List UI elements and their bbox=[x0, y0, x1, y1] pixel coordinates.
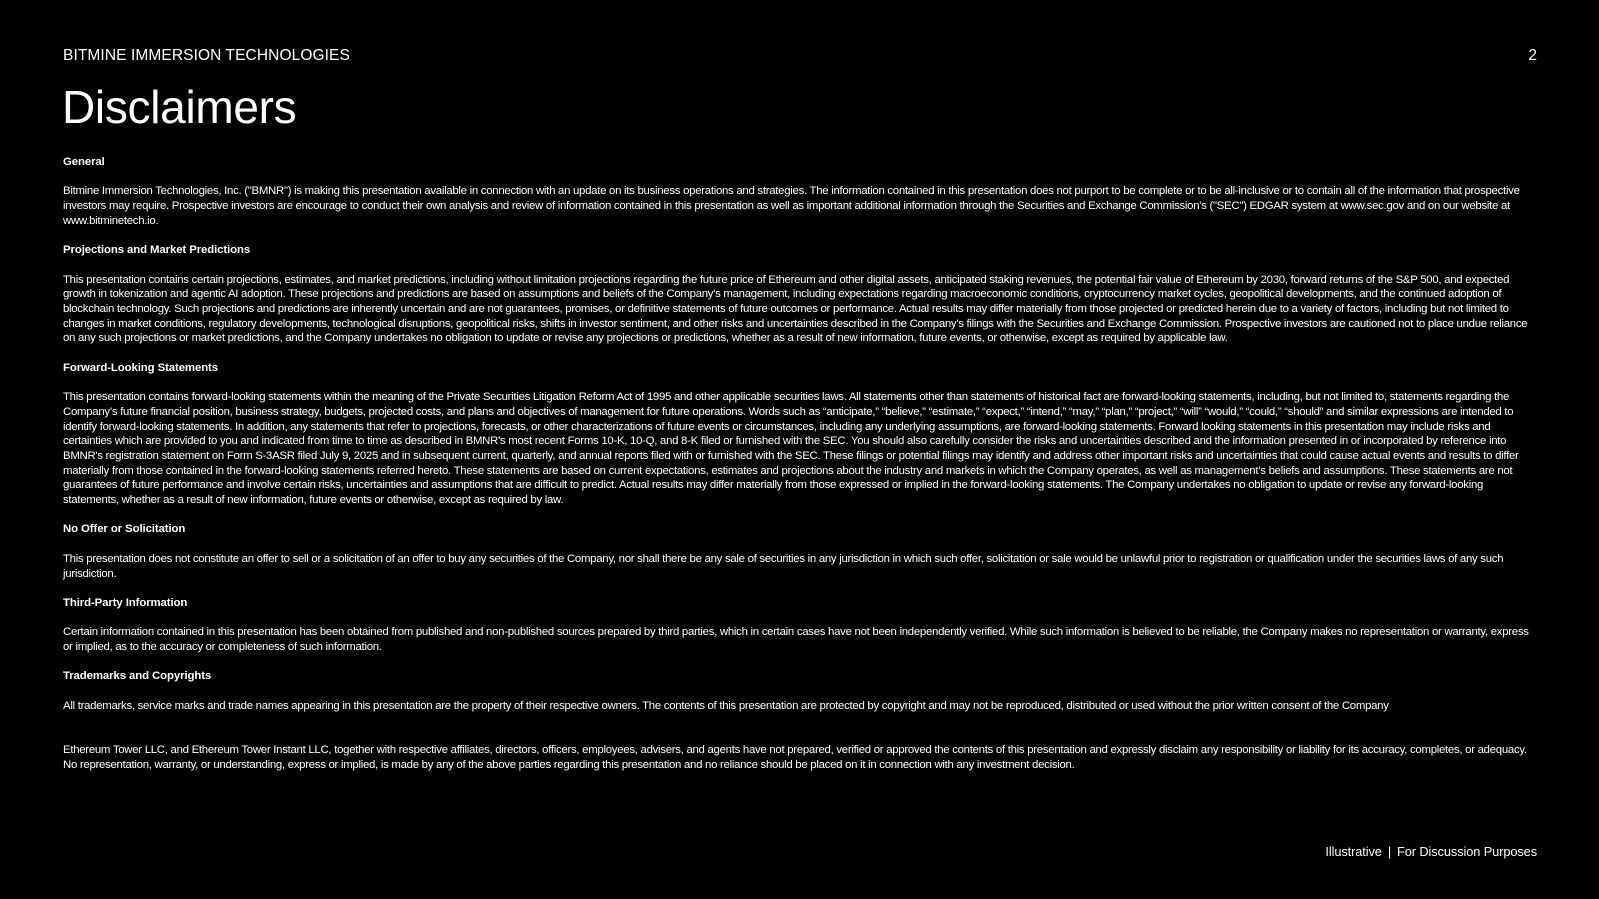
section-heading: General bbox=[63, 156, 105, 168]
section-body: All trademarks, service marks and trade names appearing in this presentation are the property of their respective owners. The contents of this presentation are protected by copyright and may not be reproduced, distributed or used without the prior written consent of the Company bbox=[63, 699, 1389, 712]
header-company-name: BITMINE IMMERSION TECHNOLOGIES bbox=[63, 47, 350, 64]
footer-separator: | bbox=[1387, 844, 1392, 859]
section-forward-looking bbox=[63, 361, 1539, 508]
page-number: 2 bbox=[1528, 47, 1537, 64]
section-heading: Trademarks and Copyrights bbox=[63, 670, 212, 683]
section-body: Bitmine Immersion Technologies, Inc. ("BMNR") is making this presentation available in connection with an update on its business operations and strategies. The information contained in this presentation does not purport to be complete or to be all-inclusive or to contain all of the information that prospective investors may require. Prospective investors are encourage to conduct their own analysis and review of information contained in this presentation as well as important additional information through the Securities and Exchange Commission's ("SEC") EDGAR system at www.sec.gov and on our website at www.bitminetech.io. bbox=[63, 185, 1520, 227]
section-heading: Projections and Market Predictions bbox=[63, 244, 251, 257]
section-projections bbox=[63, 243, 1539, 346]
section-body: This presentation contains certain projections, estimates, and market predictions, including without limitation projections regarding the future price of Ethereum and other digital assets, anticipated staking revenues, the potential fair value of Ethereum by 2030, forward returns of the S&P 500, and expected growth in tokenization and agentic AI adoption. These projections and predictions are based on assumptions and beliefs of the Company's management, including expectations regarding macroeconomic conditions, cryptocurrency market cycles, geopolitical developments, and the continued adoption of blockchain technology. Such projections and predictions are inherently uncertain and are not guarantees, promises, or definitive statements of future outcomes or performance. Actual results may differ materially from those projected or predicted herein due to a variety of factors, including but not limited to changes in market conditions, regulatory developments, technological disruptions, geopolitical risks, shifts in investor sentiment, and other risks and uncertainties described in the Company's filings with the Securities and Exchange Commission. Prospective investors are cautioned not to place undue reliance on any such projections or market predictions, and the Company undertakes no obligation to update or revise any projections or predictions, whether as a result of new information, future events, or otherwise, except as required by applicable law. bbox=[63, 273, 1528, 345]
section-body: Certain information contained in this presentation has been obtained from published and non-published sources prepared by third parties, which in certain cases have not been independently verified. While such information is believed to be reliable, the Company makes no representation or warranty, express or implied, as to the accuracy or completeness of such information. bbox=[63, 626, 1529, 654]
section-heading: Forward-Looking Statements bbox=[63, 361, 218, 374]
section-body: This presentation does not constitute an offer to sell or a solicitation of an offer to buy any securities of the Company, nor shall there be any sale of securities in any jurisdiction in which such offer, solicitation or sale would be unlawful prior to registration or qualification under the securities laws of any such jurisdiction. bbox=[63, 552, 1504, 580]
disclaimer-content bbox=[63, 155, 1539, 787]
section-heading: No Offer or Solicitation bbox=[63, 523, 186, 536]
page-title: Disclaimers bbox=[62, 81, 297, 133]
section-no-offer bbox=[63, 522, 1539, 581]
section-third-party bbox=[63, 596, 1539, 655]
closing-paragraph: Ethereum Tower LLC, and Ethereum Tower Instant LLC, together with respective affiliates, directors, officers, employees, advisers, and agents have not prepared, verified or approved the contents of this presentation and expressly disclaim any responsibility or liability for its accuracy, completes, or adequacy. No representation, warranty, or understanding, express or implied, is made by any of the above parties regarding this presentation and no reliance should be placed on it in connection with any investment decision. bbox=[63, 743, 1527, 771]
section-heading: Third-Party Information bbox=[63, 596, 188, 609]
section-body: This presentation contains forward-looking statements within the meaning of the Private Securities Litigation Reform Act of 1995 and other applicable securities laws. All statements other than statements of historical fact are forward-looking statements, including, but not limited to, statements regarding the Company’s future financial position, business strategy, budgets, projected costs, and plans and objectives of management for future operations. Words such as “anticipate,” “believe,” “estimate,” “expect,” “intend,” “may,” “plan,” “project,” “will” “would,” “could,” “should” and similar expressions are intended to identify forward-looking statements. In addition, any statements that refer to projections, forecasts, or other characterizations of future events or circumstances, including any underlying assumptions, are forward-looking statements. Forward looking statements in this presentation may include risks and certainties which are provided to you and indicated from time to time as described in BMNR's most recent Forms 10-K, 10-Q, and 8-K filed or furnished with the SEC. You should also carefully consider the risks and uncertainties described and the information presented in or incorporated by reference into BMNR's registration statement on Form S-3ASR filed July 9, 2025 and in subsequent current, quarterly, and annual reports filed with or furnished with the SEC. These filings or potential filings may identify and address other important risks and uncertainties that could cause actual events and results to differ materially from those contained in the forward-looking statements referred hereto. These statements are based on current expectations, estimates and projections about the industry and markets in which the Company operates, as well as management’s beliefs and assumptions. These statements are not guarantees of future performance and involve certain risks, uncertainties and assumptions that are difficult to predict. Actual results may differ materially from those expressed or implied in the forward-looking statements. The Company undertakes no obligation to update or revise any forward-looking statements, whether as a result of new information, future events or otherwise, except as required by law. bbox=[63, 391, 1519, 507]
section-trademarks bbox=[63, 669, 1539, 713]
footer-illustrative: Illustrative bbox=[1325, 844, 1382, 859]
footer-note bbox=[1325, 844, 1537, 859]
section-general bbox=[63, 155, 1539, 229]
footer-purpose: For Discussion Purposes bbox=[1397, 844, 1537, 859]
